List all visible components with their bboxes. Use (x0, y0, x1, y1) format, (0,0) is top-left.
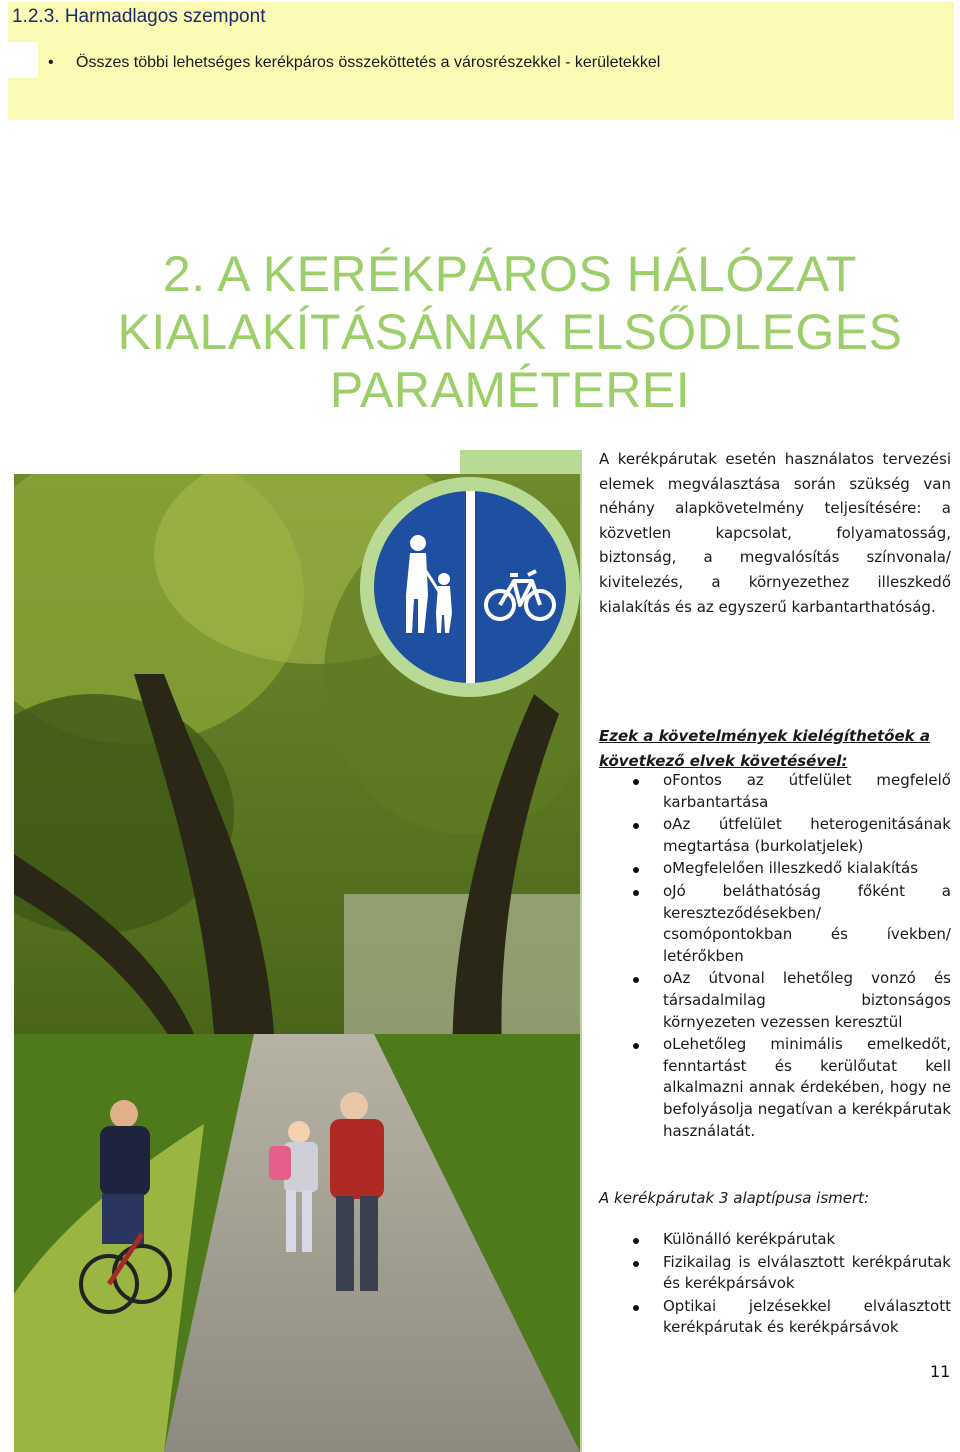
margin-tab (8, 42, 38, 78)
chapter-heading (60, 245, 960, 419)
section-bullet-text: Összes többi lehetséges kerékpáros összeköttetés a városrészekkel - kerületekkel (76, 54, 661, 71)
section-header-box (8, 2, 954, 120)
page-number: 11 (930, 1362, 951, 1381)
shared-path-sign-icon (358, 475, 582, 699)
list-item: oLehetőleg minimális emelkedőt, fenntartást és kerülőutat kell alkalmazni annak érdekében, hogy ne befolyásolja negatívan a kerékpárutak használatát. (599, 1034, 951, 1142)
list-item: Fizikailag is elválasztott kerékpárutak és kerékpársávok (599, 1252, 951, 1295)
section-bullet (48, 54, 660, 72)
requirements-list (599, 770, 951, 1143)
bullet-icon: • (48, 54, 54, 71)
list-item: oAz útfelület heterogenitásának megtartása (burkolatjelek) (599, 814, 951, 857)
list-item: oFontos az útfelület megfelelő karbantartása (599, 770, 951, 813)
chapter-heading-line-1: 2. A KERÉKPÁROS HÁLÓZAT (162, 246, 858, 302)
section-title: 1.2.3. Harmadlagos szempont (12, 6, 266, 27)
list-item: oJó beláthatóság főként a kereszteződésekben/ csomópontokban és ívekben/ letérőkben (599, 881, 951, 967)
list-item: Különálló kerékpárutak (599, 1229, 951, 1251)
list-item: oAz útvonal lehetőleg vonzó és társadalmilag biztonságos környezeten vezessen keresztül (599, 968, 951, 1033)
intro-paragraph: A kerékpárutak esetén használatos tervezési elemek megválasztása során szükség van néhány alapkövetelmény teljesítésére: a közvetlen kapcsolat, folyamatosság, biztonság, a megvalósítás színvonala/ kivitelezés, a környezethez illeszkedő kialakítás és az egyszerű karbantarthatóság. (599, 450, 951, 616)
list-item: oMegfelelően illeszkedő kialakítás (599, 858, 951, 880)
chapter-heading-line-2: KIALAKÍTÁSÁNAK ELSŐDLEGES (117, 304, 903, 360)
list-item: Optikai jelzésekkel elválasztott kerékpárutak és kerékpársávok (599, 1296, 951, 1339)
types-heading: A kerékpárutak 3 alaptípusa ismert: (599, 1189, 870, 1207)
chapter-heading-line-3: PARAMÉTEREI (329, 362, 691, 418)
bicycle-pedestrian-sign (358, 475, 582, 699)
requirements-heading: Ezek a követelmények kielégíthetőek a következő elvek követésével: (599, 727, 930, 770)
types-list (599, 1229, 951, 1340)
